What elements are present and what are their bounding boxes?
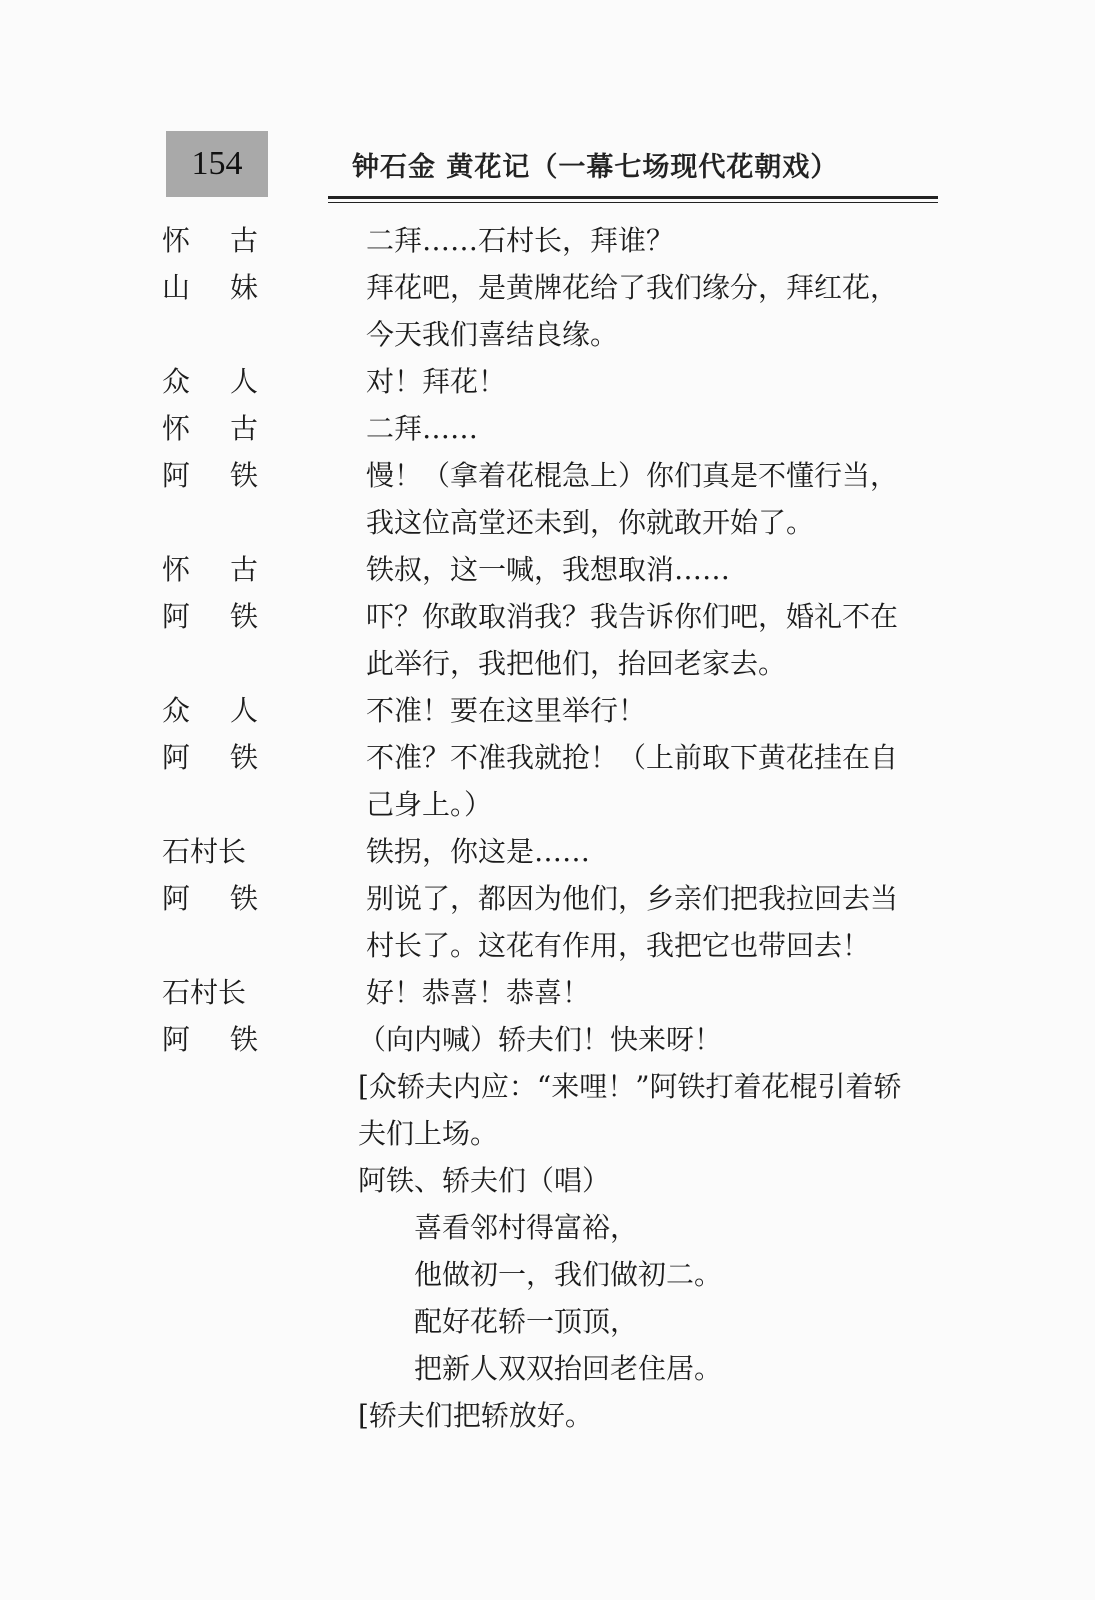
- speaker-char: 阿: [162, 1023, 191, 1056]
- dialogue-line: 别说了，都因为他们，乡亲们把我拉回去当: [366, 882, 899, 915]
- speaker-label: [162, 546, 258, 594]
- speaker-char: 怀: [162, 553, 191, 586]
- speaker-char: 众: [162, 694, 191, 727]
- speaker-label: [162, 875, 258, 923]
- speaker-label: [162, 405, 258, 453]
- speaker-char: 古: [229, 553, 258, 586]
- speaker-char: 怀: [162, 412, 191, 445]
- speaker-label: [162, 593, 258, 641]
- speaker-char: 阿: [162, 459, 191, 492]
- dialogue-line: 铁叔，这一喊，我想取消……: [366, 553, 731, 586]
- speaker-label: [162, 734, 258, 782]
- song-intro: 阿铁、轿夫们（唱）: [358, 1164, 611, 1197]
- speaker-char: 古: [229, 412, 258, 445]
- speaker-label: [162, 687, 258, 735]
- dialogue-line: 不准！要在这里举行！: [366, 694, 647, 727]
- speaker-char: 铁: [229, 882, 258, 915]
- speaker-label: [162, 217, 258, 265]
- speaker-char: 古: [229, 224, 258, 257]
- speaker-char: 阿: [162, 600, 191, 633]
- speaker-char: 众: [162, 365, 191, 398]
- dialogue-line: 慢！（拿着花棍急上）你们真是不懂行当，: [366, 459, 899, 492]
- speaker-name: 石村长: [162, 976, 247, 1009]
- speaker-label: [162, 452, 258, 500]
- dialogue-line: 己身上。）: [366, 788, 493, 821]
- speaker-label: [162, 358, 258, 406]
- speaker-label: [162, 1016, 258, 1064]
- dialogue-line: 不准？不准我就抢！（上前取下黄花挂在自: [366, 741, 899, 774]
- speaker-char: 怀: [162, 224, 191, 257]
- speaker-label: [162, 969, 258, 1017]
- dialogue-line: 二拜……石村长，拜谁？: [366, 224, 675, 257]
- speaker-name: 石村长: [162, 835, 247, 868]
- dialogue-line: 铁拐，你这是……: [366, 835, 591, 868]
- running-title: 钟石金 黄花记（一幕七场现代花朝戏）: [352, 152, 839, 183]
- dialogue-line: 对！拜花！: [366, 365, 507, 398]
- dialogue-line: 好！恭喜！恭喜！: [366, 976, 591, 1009]
- stage-direction: [轿夫们把轿放好。: [358, 1399, 593, 1432]
- dialogue-line: 村长了。这花有作用，我把它也带回去！: [366, 929, 871, 962]
- dialogue-line: 拜花吧，是黄牌花给了我们缘分，拜红花，: [366, 271, 899, 304]
- speaker-label: [162, 264, 258, 312]
- dialogue-line: 吓？你敢取消我？我告诉你们吧，婚礼不在: [366, 600, 899, 633]
- speaker-char: 阿: [162, 882, 191, 915]
- speaker-char: 妹: [229, 271, 258, 304]
- page-number: 154: [191, 145, 243, 182]
- speaker-char: 铁: [229, 600, 258, 633]
- speaker-char: 铁: [229, 741, 258, 774]
- dialogue-line: 今天我们喜结良缘。: [366, 318, 619, 351]
- speaker-char: 人: [229, 365, 258, 398]
- song-line: 配好花轿一顶顶，: [414, 1305, 639, 1338]
- song-line: 喜看邻村得富裕，: [414, 1211, 639, 1244]
- speaker-char: 铁: [229, 459, 258, 492]
- song-line: 把新人双双抬回老住居。: [414, 1352, 723, 1385]
- stage-direction: 夫们上场。: [358, 1117, 499, 1150]
- dialogue-line: 我这位高堂还未到，你就敢开始了。: [366, 506, 815, 539]
- speaker-char: 人: [229, 694, 258, 727]
- dialogue-line: 二拜……: [366, 412, 479, 445]
- speaker-label: [162, 828, 258, 876]
- speaker-char: 山: [162, 271, 191, 304]
- dialogue-line: （向内喊）轿夫们！快来呀！: [358, 1023, 723, 1056]
- song-line: 他做初一，我们做初二。: [414, 1258, 723, 1291]
- dialogue-line: 此举行，我把他们，抬回老家去。: [366, 647, 787, 680]
- speaker-char: 铁: [229, 1023, 258, 1056]
- stage-direction: [众轿夫内应：“来哩！”阿铁打着花棍引着轿: [358, 1070, 902, 1103]
- speaker-char: 阿: [162, 741, 191, 774]
